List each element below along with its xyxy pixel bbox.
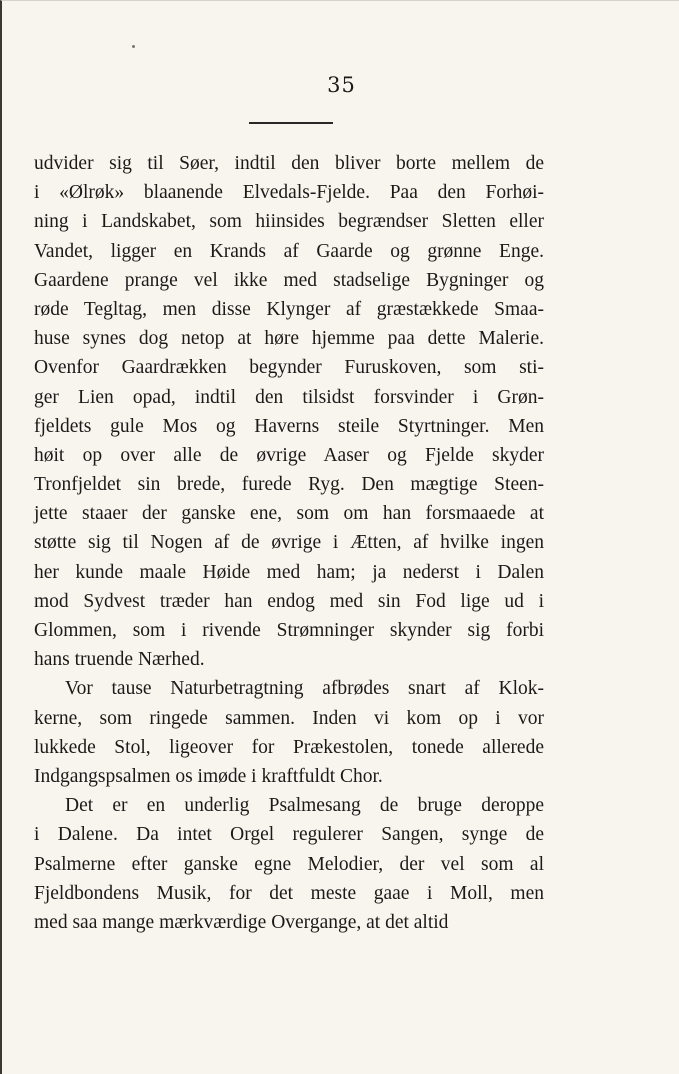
text-line: jette staaer der ganske ene, som om han forsmaaede at <box>34 503 544 525</box>
text-line: røde Tegltag, men disse Klynger af græstækkede Smaa- <box>34 298 544 320</box>
text-line: høit op over alle de øvrige Aaser og Fjelde skyder <box>34 444 544 466</box>
text-line: ning i Landskabet, som hiinsides begrændser Sletten eller <box>34 211 544 233</box>
text-line: mod Sydvest træder han endog med sin Fod lige ud i <box>34 590 544 612</box>
text-line: hans truende Nærhed. <box>34 649 205 671</box>
text-line: Ovenfor Gaardrækken begynder Furuskoven, som sti- <box>34 357 544 379</box>
text-line: Psalmerne efter ganske egne Melodier, der vel som al <box>34 853 544 875</box>
paragraph <box>34 791 544 937</box>
text-line: kerne, som ringede sammen. Inden vi kom op i vor <box>34 707 544 729</box>
text-line: Tronfjeldet sin brede, furede Ryg. Den mægtige Steen- <box>34 474 544 496</box>
text-line: Gaardene prange vel ikke med stadselige Bygninger og <box>34 269 544 291</box>
text-line: Vor tause Naturbetragtning afbrødes snart af Klok- <box>65 678 544 700</box>
text-line: huse synes dog netop at høre hjemme paa dette Malerie. <box>34 328 544 350</box>
text-line: støtte sig til Nogen af de øvrige i Ætten, af hvilke ingen <box>34 532 544 554</box>
ink-speck <box>132 45 135 48</box>
text-line: Indgangspsalmen os imøde i kraftfuldt Chor. <box>34 765 383 787</box>
text-line: fjeldets gule Mos og Haverns steile Styrtninger. Men <box>34 415 544 437</box>
text-line: Fjeldbondens Musik, for det meste gaae i Moll, men <box>34 882 544 904</box>
text-line: ger Lien opad, indtil den tilsidst forsvinder i Grøn- <box>34 386 544 408</box>
text-line: i Dalene. Da intet Orgel regulerer Sangen, synge de <box>34 824 544 846</box>
page-number: 35 <box>327 73 356 97</box>
body-text <box>34 149 544 937</box>
header-rule <box>249 122 333 124</box>
text-line: Vandet, ligger en Krands af Gaarde og grønne Enge. <box>34 240 544 262</box>
text-line: Glommen, som i rivende Strømninger skynder sig forbi <box>34 620 544 641</box>
text-line: i «Ølrøk» blaanende Elvedals-Fjelde. Paa den Forhøi- <box>34 182 544 204</box>
paragraph <box>34 149 544 674</box>
paragraph <box>34 674 544 791</box>
text-line: med saa mange mærkværdige Overgange, at det altid <box>34 911 449 933</box>
text-line: her kunde maale Høide med ham; ja nederst i Dalen <box>34 561 544 583</box>
text-line: lukkede Stol, ligeover for Prækestolen, tonede allerede <box>34 736 544 758</box>
text-line: Det er en underlig Psalmesang de bruge deroppe <box>65 795 544 817</box>
text-line: udvider sig til Søer, indtil den bliver borte mellem de <box>34 153 544 174</box>
